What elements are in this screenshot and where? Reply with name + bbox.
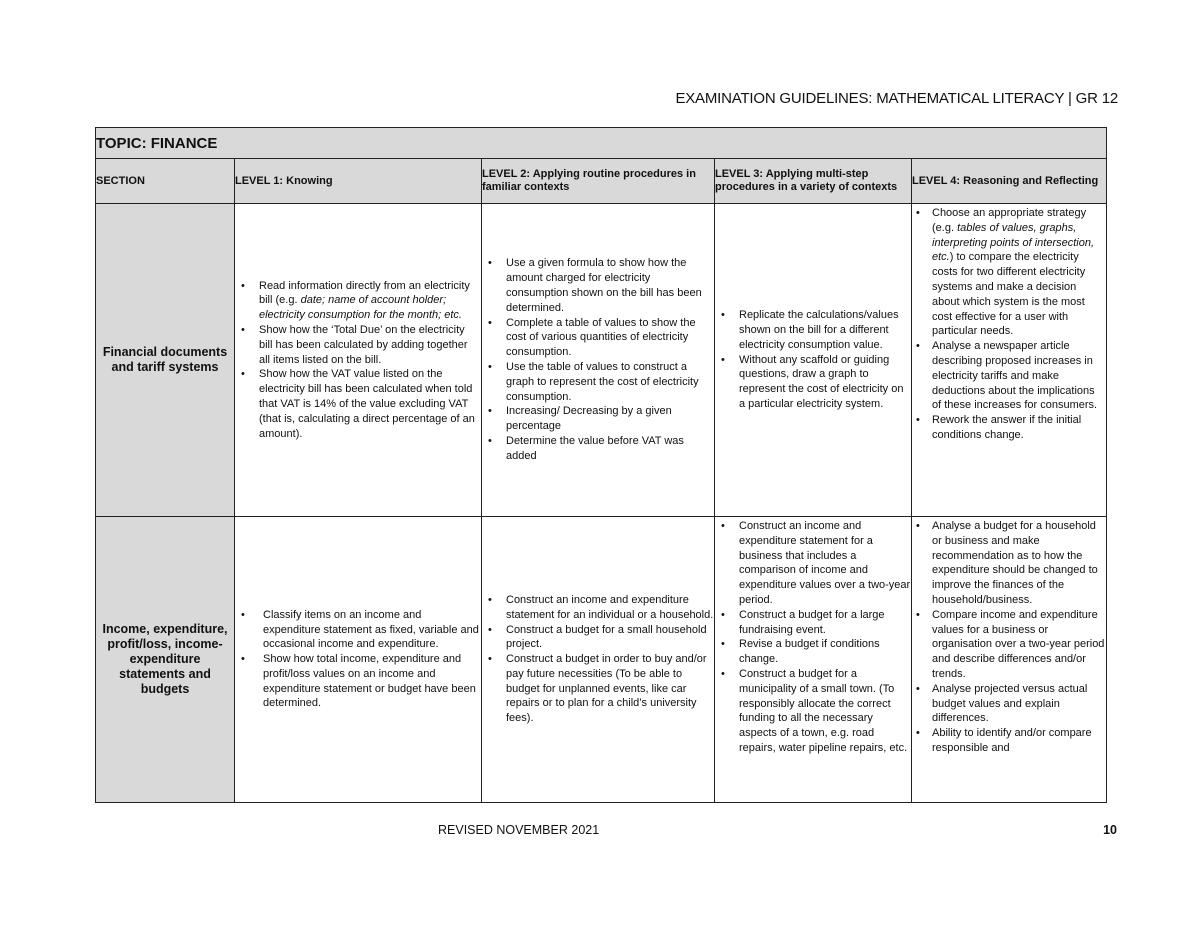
bullet-list — [715, 308, 911, 412]
list-item-text: Determine the value before VAT was added — [506, 434, 684, 462]
list-item-text: Use the table of values to construct a graph to represent the cost of electricity consumption. — [506, 361, 699, 403]
list-item-text: Complete a table of values to show the cost of various quantities of electricity consumption. — [506, 316, 696, 359]
list-item — [235, 652, 481, 711]
list-item — [235, 323, 481, 367]
bullet-list — [235, 279, 481, 442]
level-2-cell — [482, 517, 715, 803]
list-item-text: Show how total income, expenditure and profit/loss values on an income and expenditure statement or budget have been determined. — [263, 653, 476, 710]
list-item — [912, 726, 1106, 756]
list-item-text: Construct a budget for a large fundraising event. — [739, 608, 885, 636]
list-item — [715, 667, 911, 756]
list-item — [912, 339, 1106, 413]
bullet-list — [482, 256, 714, 463]
list-item — [482, 434, 714, 464]
list-item — [482, 593, 714, 623]
list-item — [482, 316, 714, 360]
list-item-text: Show how the ‘Total Due’ on the electricity bill has been calculated by adding together all items listed on the bill. — [259, 324, 468, 366]
list-item-text: Rework the answer if the initial conditions change. — [932, 414, 1082, 441]
list-item — [912, 519, 1106, 608]
level-3-cell — [715, 517, 912, 803]
level-4-cell — [912, 204, 1107, 517]
list-item — [482, 256, 714, 315]
list-item-text: Revise a budget if conditions change. — [739, 638, 880, 666]
bullet-list — [235, 608, 481, 712]
list-item-text: Construct an income and expenditure statement for an individual or a household. — [506, 593, 714, 621]
list-item — [912, 413, 1106, 443]
list-item-text: Replicate the calculations/values shown on the bill for a different electricity consumption value. — [739, 309, 899, 351]
list-item — [482, 652, 714, 726]
bullet-list — [715, 519, 911, 756]
column-header-level-4: LEVEL 4: Reasoning and Reflecting — [912, 159, 1107, 204]
level-1-cell — [235, 204, 482, 517]
level-1-cell — [235, 517, 482, 803]
bullet-list — [912, 519, 1106, 756]
list-item — [715, 608, 911, 638]
list-item-text: Ability to identify and/or compare responsible and — [932, 727, 1092, 754]
list-item-text: Analyse a budget for a household or business and make recommendation as to how the expenditure should be changed to improve the finances of the household/business. — [932, 520, 1098, 606]
list-item-text: Choose an appropriate strategy (e.g. — [932, 207, 1087, 234]
table-row — [96, 204, 1107, 517]
list-item-text: Classify items on an income and expenditure statement as fixed, variable and occasional income and expenditure. — [263, 608, 479, 651]
italic-text: tables of values, graphs, interpreting points of intersection, etc. — [932, 221, 1095, 264]
bullet-list — [482, 593, 714, 726]
table-row — [96, 517, 1107, 803]
list-item-text: Increasing/ Decreasing by a given percentage — [506, 405, 672, 433]
list-item-text: Construct a budget for a small household project. — [506, 623, 707, 651]
section-cell: Financial documents and tariff systems — [96, 204, 235, 517]
topic-row — [96, 128, 1107, 159]
column-header-level-3: LEVEL 3: Applying multi-step procedures in a variety of contexts — [715, 159, 912, 204]
page-header: EXAMINATION GUIDELINES: MATHEMATICAL LITERACY | GR 12 — [675, 90, 1118, 107]
column-header-level-2: LEVEL 2: Applying routine procedures in familiar contexts — [482, 159, 715, 204]
list-item-text: Compare income and expenditure values for a business or organisation over a two-year period and describe differences and/or trends. — [932, 608, 1105, 680]
list-item-text: Analyse projected versus actual budget values and explain differences. — [932, 682, 1088, 725]
list-item-text: Construct an income and expenditure statement for a business that includes a comparison of income and expenditure values over a two-year period. — [739, 520, 911, 606]
list-item — [235, 279, 481, 323]
revision-date: REVISED NOVEMBER 2021 — [438, 823, 600, 837]
finance-guidelines-table — [95, 127, 1107, 803]
bullet-list — [912, 206, 1106, 443]
column-header-level-1: LEVEL 1: Knowing — [235, 159, 482, 204]
list-item — [235, 367, 481, 441]
page-number: 10 — [1103, 823, 1117, 837]
list-item-text: Construct a budget for a municipality of a small town. (To responsibly allocate the correct funding to all the necessary aspects of a town, e.g. road repairs, water pipeline repairs, etc. — [739, 667, 908, 754]
level-3-cell — [715, 204, 912, 517]
topic-title: TOPIC: FINANCE — [96, 128, 1107, 159]
list-item-text: Construct a budget in order to buy and/or pay future necessities (To be able to budget for unplanned events, like car repairs or to plan for a child’s university fees). — [506, 653, 707, 725]
italic-text: date; name of account holder; electricity consumption for the month; etc. — [259, 294, 462, 322]
list-item — [912, 206, 1106, 339]
list-item-text: Analyse a newspaper article describing proposed increases in electricity tariffs and make deductions about the implications of these increases for consumers. — [932, 340, 1098, 412]
list-item-text: Show how the VAT value listed on the electricity bill has been calculated when told that VAT is 14% of the value excluding VAT (that is, calculating a direct percentage of an amount). — [259, 368, 475, 440]
level-2-cell — [482, 204, 715, 517]
list-item-text: Use a given formula to show how the amount charged for electricity consumption shown on the bill has been determined. — [506, 257, 702, 314]
level-4-cell — [912, 517, 1107, 803]
list-item — [715, 353, 911, 412]
list-item-text: Read information directly from an electricity bill (e.g. — [259, 279, 470, 307]
list-item-text: Without any scaffold or guiding questions, draw a graph to represent the cost of electricity on a particular electricity system. — [739, 353, 904, 410]
column-header-section: SECTION — [96, 159, 235, 204]
list-item — [482, 360, 714, 404]
list-item — [912, 682, 1106, 726]
header-row — [96, 159, 1107, 204]
list-item — [482, 623, 714, 653]
list-item — [715, 637, 911, 667]
list-item — [912, 608, 1106, 682]
list-item — [482, 404, 714, 434]
list-item — [715, 519, 911, 608]
list-item-text: ) to compare the electricity costs for two different electricity systems and make a decision about which system is the most cost effective for a user with particular needs. — [932, 251, 1086, 338]
list-item — [235, 608, 481, 652]
list-item — [715, 308, 911, 352]
section-cell: Income, expenditure, profit/loss, income-expenditure statements and budgets — [96, 517, 235, 803]
